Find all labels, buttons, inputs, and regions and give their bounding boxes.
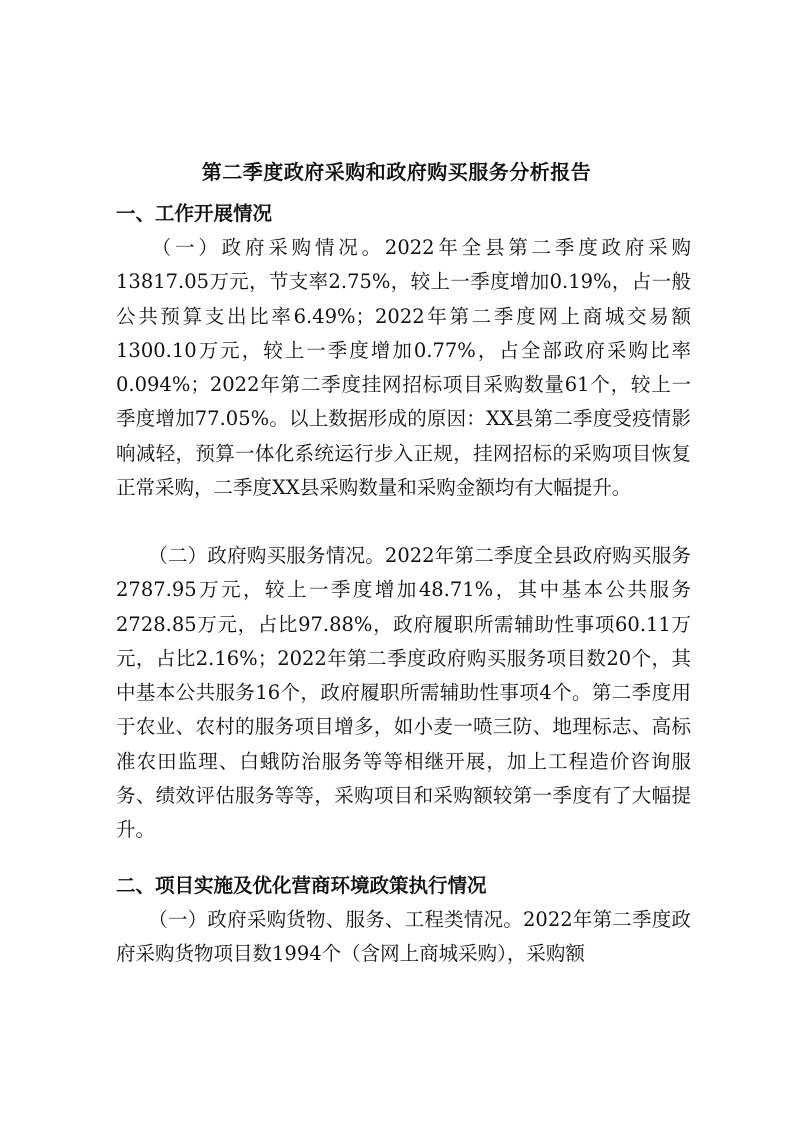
section-1-paragraph-2-text: （二）政府购买服务情况。2022年第二季度全县政府购买服务2787.95万元，较上一季度增加48.71%，其中基本公共服务2728.85万元，占比97.88%，政府履职所需辅助性事项60.11万元，占比2.16%；2022年第二季度政府购买服务项目数20个，其中基本公共服务16个，政府履职所需辅助性事项4个。第二季度用于农业、农村的服务项目增多，如小麦一喷三防、地理标志、高标准农田监理、白蛾防治服务等等相继开展，加上工程造价咨询服务、绩效评估服务等等，采购项目和采购额较第一季度有了大幅提升。 <box>116 544 691 842</box>
section-1-heading: 一、工作开展情况 <box>116 202 273 225</box>
section-2-paragraph-1-text: （一）政府采购货物、服务、工程类情况。2022年第二季度政府采购货物项目数1994个（含网上商城采购），采购额 <box>116 908 691 966</box>
section-1-paragraph-2 <box>116 539 691 848</box>
section-2-paragraph-1 <box>116 903 691 972</box>
section-2-heading: 二、项目实施及优化营商环境政策执行情况 <box>116 874 487 897</box>
document-title: 第二季度政府采购和政府购买服务分析报告 <box>201 160 592 184</box>
section-1-paragraph-1 <box>116 231 691 505</box>
section-1-paragraph-1-text: （一）政府采购情况。2022年全县第二季度政府采购13817.05万元，节支率2.75%，较上一季度增加0.19%，占一般公共预算支出比率6.49%；2022年第二季度网上商城交易额1300.10万元，较上一季度增加0.77%，占全部政府采购比率0.094%；2022年第二季度挂网招标项目采购数量61个，较上一季度增加77.05%。以上数据形成的原因：XX县第二季度受疫情影响减轻，预算一体化系统运行步入正规，挂网招标的采购项目恢复正常采购，二季度XX县采购数量和采购金额均有大幅提升。 <box>116 236 691 500</box>
